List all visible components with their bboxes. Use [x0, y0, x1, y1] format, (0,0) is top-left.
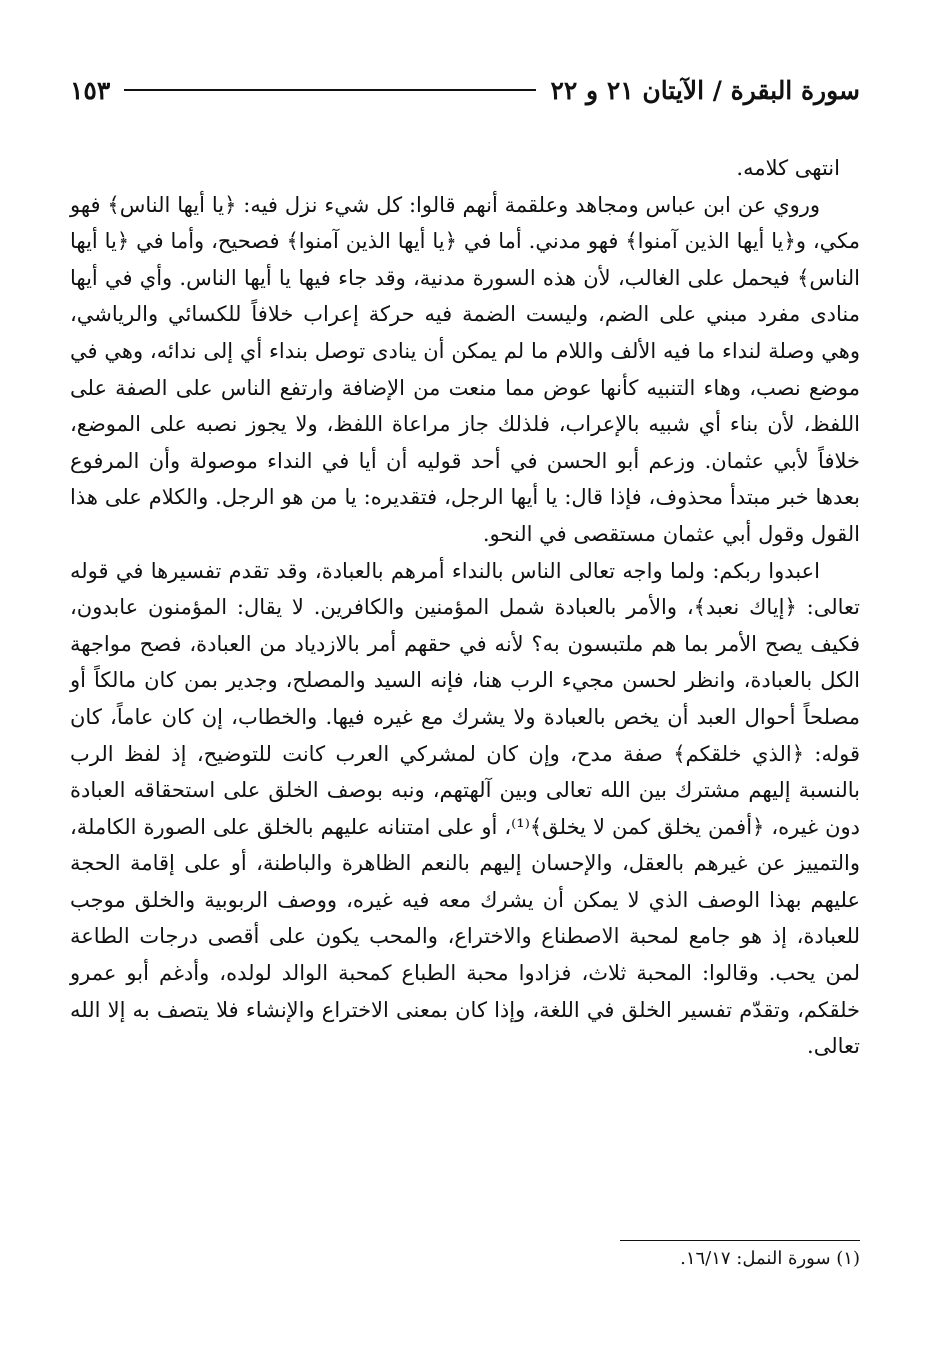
running-header [70, 66, 860, 114]
main-text [70, 150, 860, 1065]
chapter-title: سورة البقرة / الآيتان ٢١ و ٢٢ [550, 75, 860, 105]
paragraph: اعبدوا ربكم: ولما واجه تعالى الناس بالنداء أمرهم بالعبادة، وقد تقدم تفسيرها في قوله تعالى: ﴿إياك نعبد﴾، والأمر بالعبادة شمل المؤمنين والكافرين. لا يقال: المؤمنون عابدون، فكيف يصح الأمر بما هم ملتبسون به؟ لأنه في حقهم أمر بالازدياد من العبادة، فصح مواجهة الكل بالعبادة، وانظر لحسن مجيء الرب هنا، فإنه السيد والمصلح، وجدير بمن كان مالكاً أو مصلحاً أحوال العبد أن يخص بالعبادة ولا يشرك مع غيره فيها. والخطاب، إن كان عاماً، كان قوله: ﴿الذي خلقكم﴾ صفة مدح، وإن كان لمشركي العرب كانت للتوضيح، إذ لفظ الرب بالنسبة إليهم مشترك بين الله تعالى وبين آلهتهم، ونبه بوصف الخلق على استحقاقه العبادة دون غيره، ﴿أفمن يخلق كمن لا يخلق﴾⁽¹⁾، أو على امتنانه عليهم بالخلق على الصورة الكاملة، والتمييز عن غيرهم بالعقل، والإحسان إليهم بالنعم الظاهرة والباطنة، أو على إقامة الحجة عليهم بهذا الوصف الذي لا يمكن أن يشرك معه فيه غيره، ووصف الربوبية والخلق موجب للعبادة، إذ هو جامع لمحبة الاصطناع والاختراع، والمحب يكون على أقصى درجات الطاعة لمن يحب. وقالوا: المحبة ثلاث، فزادوا محبة الطباع كمحبة الوالد لولده، وأدغم أبو عمرو خلقكم، وتقدّم تفسير الخلق في اللغة، وإذا كان بمعنى الاختراع والإنشاء فلا يتصف به إلا الله تعالى. [70, 558, 860, 1059]
page-number: ١٥٣ [70, 75, 111, 105]
header-rule [124, 89, 536, 91]
paragraph: انتهى كلامه. [736, 156, 840, 180]
footnote-rule [620, 1240, 860, 1241]
footnote: (١) سورة النمل: ١٦/١٧. [680, 1248, 860, 1269]
paragraph: وروي عن ابن عباس ومجاهد وعلقمة أنهم قالوا: كل شيء نزل فيه: ﴿يا أيها الناس﴾ فهو مكي، و﴿يا أيها الذين آمنوا﴾ فهو مدني. أما في ﴿يا أيها الذين آمنوا﴾ فصحيح، وأما في ﴿يا أيها الناس﴾ فيحمل على الغالب، لأن هذه السورة مدنية، وقد جاء فيها يا أيها الناس. وأي في أيها منادى مفرد مبني على الضم، وليست الضمة فيه حركة إعراب خلافاً للكسائي والرياشي، وهي وصلة لنداء ما فيه الألف واللام ما لم يمكن أن ينادى توصل بنداء أي إلى ندائه، وهي في موضع نصب، وهاء التنبيه كأنها عوض مما منعت من الإضافة وارتفع الناس على الصفة على اللفظ، لأن بناء أي شبيه بالإعراب، فلذلك جاز مراعاة اللفظ، ولا يجوز نصبه على الموضع، خلافاً لأبي عثمان. وزعم أبو الحسن في أحد قوليه أن أيا في النداء موصولة وأن المرفوع بعدها خبر مبتدأ محذوف، فإذا قال: يا أيها الرجل، فتقديره: يا من هو الرجل. والكلام على هذا القول وقول أبي عثمان مستقصى في النحو. [70, 192, 860, 546]
